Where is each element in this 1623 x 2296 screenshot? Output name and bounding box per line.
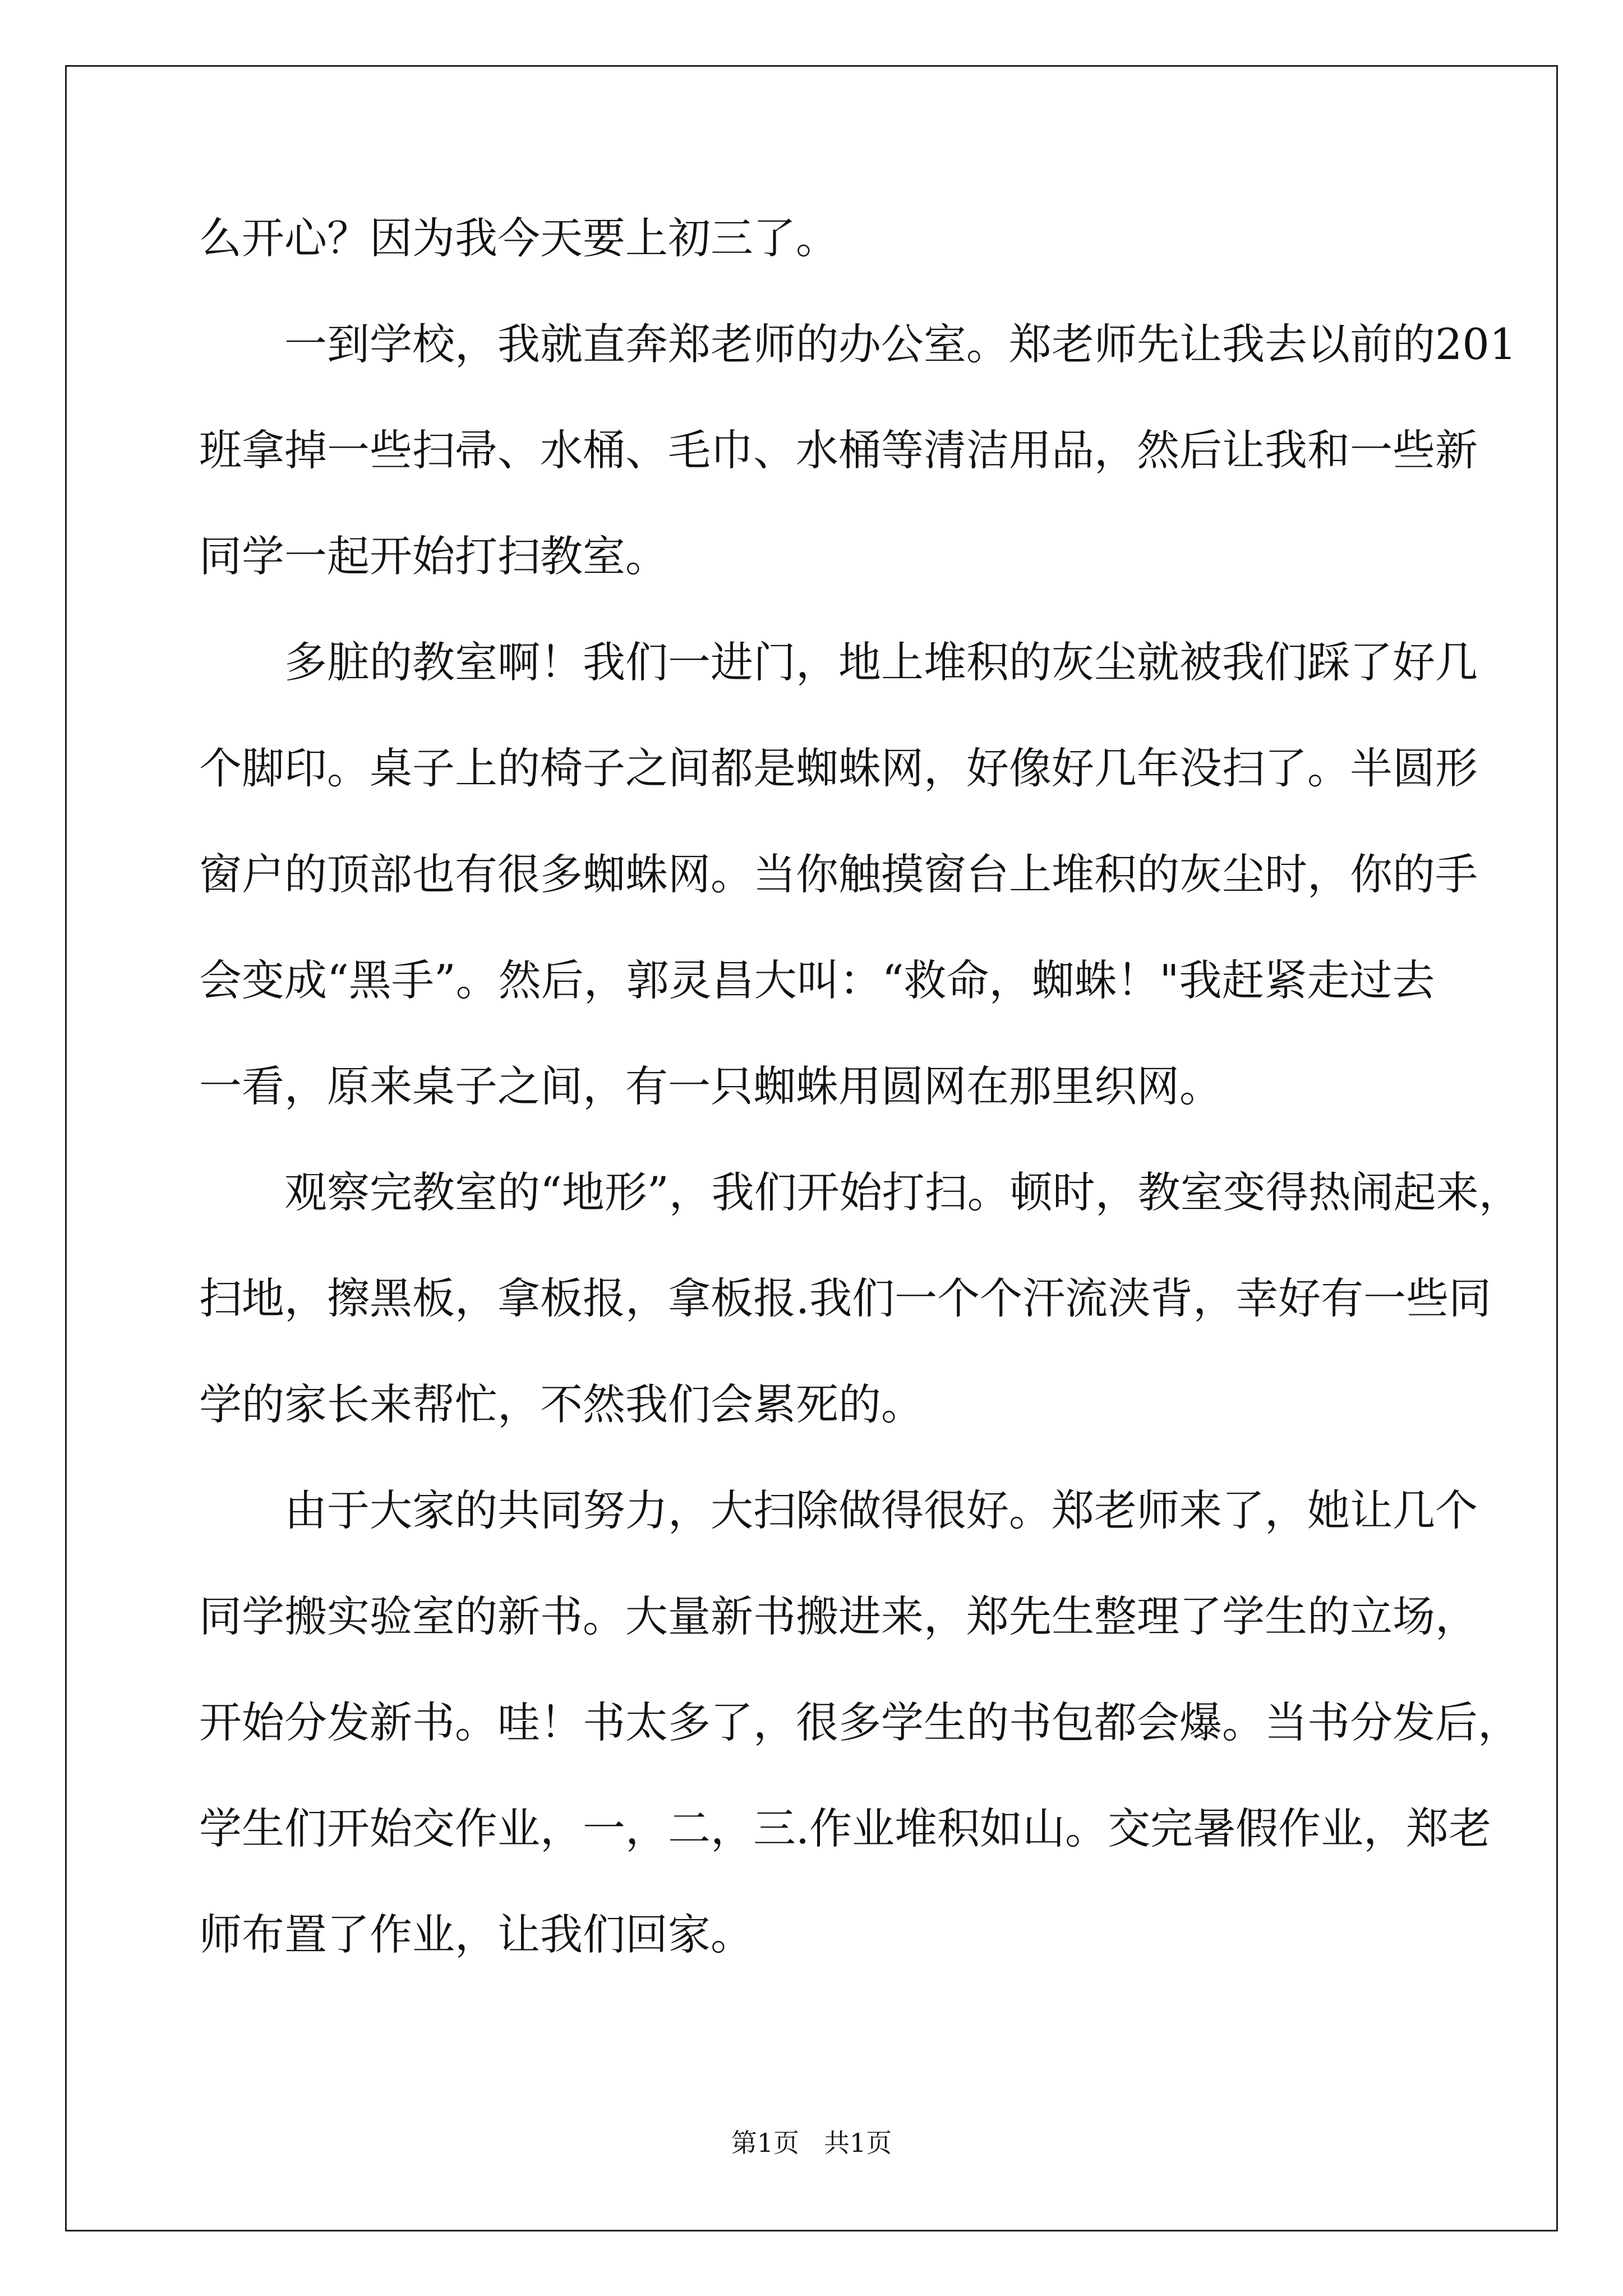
text-line: 班拿掉一些扫帚、水桶、毛巾、水桶等清洁用品，然后让我和一些新: [199, 425, 1478, 475]
text-line: 一看，原来桌子之间，有一只蜘蛛用圆网在那里织网。: [199, 1061, 1222, 1111]
paragraph-5: [199, 1457, 1520, 1987]
text-line: 学生们开始交作业，一，二，三.作业堆积如山。交完暑假作业，郑老: [199, 1803, 1492, 1853]
text-line: 会变成“黑手”。然后，郭灵昌大叫：“救命，蜘蛛！"我赶紧走过去: [199, 955, 1435, 1005]
paragraph-2: [199, 291, 1517, 609]
text-line: 观察完教室的“地形”，我们开始打扫。顿时，教室变得热闹起来，: [284, 1167, 1521, 1217]
text-line: 个脚印。桌子上的椅子之间都是蜘蛛网，好像好几年没扫了。半圆形: [199, 743, 1478, 793]
text-line: 师布置了作业，让我们回家。: [199, 1910, 753, 1959]
text-line: 同学搬实验室的新书。大量新书搬进来，郑先生整理了学生的立场，: [199, 1591, 1478, 1641]
text-line: 同学一起开始打扫教室。: [199, 531, 668, 581]
text-line: 窗户的顶部也有很多蜘蛛网。当你触摸窗台上堆积的灰尘时，你的手: [199, 849, 1478, 899]
paragraph-1: [199, 185, 1467, 291]
text-line: 开始分发新书。哇！书太多了，很多学生的书包都会爆。当书分发后，: [199, 1697, 1520, 1747]
paragraph-3: [199, 609, 1478, 1139]
text-line: 扫地，擦黑板，拿板报，拿板报.我们一个个汗流浃背，幸好有一些同: [199, 1273, 1492, 1323]
text-line: 么开心？因为我今天要上初三了。: [199, 213, 838, 263]
page-number: 第1页: [731, 2128, 800, 2158]
text-line: 由于大家的共同努力，大扫除做得很好。郑老师来了，她让几个: [284, 1485, 1478, 1535]
page-footer: [0, 2126, 1623, 2160]
paragraph-4: [199, 1139, 1521, 1457]
text-line: 一到学校，我就直奔郑老师的办公室。郑老师先让我去以前的201: [284, 319, 1517, 369]
text-line: 多脏的教室啊！我们一进门，地上堆积的灰尘就被我们踩了好几: [284, 637, 1478, 687]
page-total: 共1页: [823, 2128, 892, 2158]
document-body: [199, 185, 1521, 1987]
text-line: 学的家长来帮忙，不然我们会累死的。: [199, 1379, 924, 1429]
